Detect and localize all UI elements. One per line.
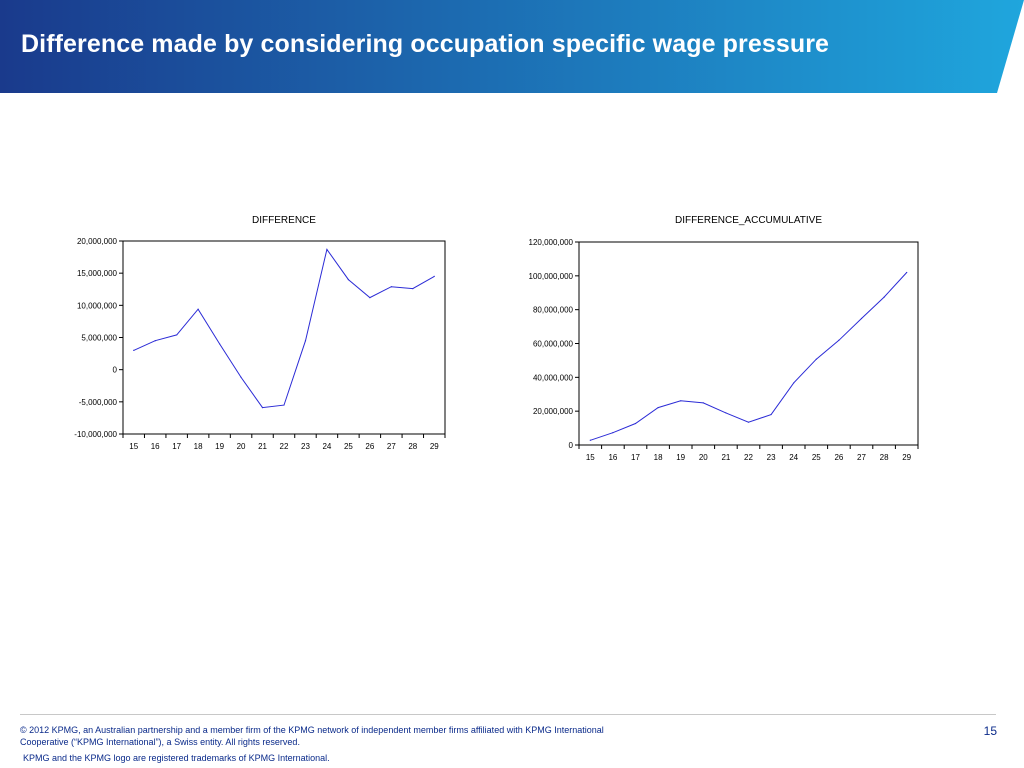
data-point bbox=[703, 402, 704, 403]
x-tick-label: 18 bbox=[653, 453, 663, 462]
x-tick-label: 19 bbox=[676, 453, 686, 462]
data-point bbox=[838, 340, 839, 341]
x-tick-label: 23 bbox=[766, 453, 776, 462]
x-tick-label: 25 bbox=[811, 453, 821, 462]
y-tick-label: 5,000,000 bbox=[81, 333, 117, 343]
x-tick-label: 27 bbox=[857, 453, 866, 462]
data-point bbox=[348, 279, 349, 280]
y-tick-label: 80,000,000 bbox=[532, 305, 573, 315]
data-point bbox=[240, 377, 241, 378]
data-point bbox=[198, 309, 199, 310]
x-tick-label: 20 bbox=[236, 442, 246, 451]
x-tick-label: 22 bbox=[744, 453, 753, 462]
footer-divider bbox=[20, 714, 996, 715]
chart-title: DIFFERENCE bbox=[252, 215, 316, 226]
data-point bbox=[816, 359, 817, 360]
page-number: 15 bbox=[983, 724, 997, 738]
y-tick-label: 20,000,000 bbox=[76, 237, 117, 246]
x-tick-label: 24 bbox=[789, 453, 799, 462]
y-tick-label: 15,000,000 bbox=[76, 269, 117, 279]
data-point bbox=[590, 440, 591, 441]
data-point bbox=[305, 340, 306, 341]
y-tick-label: 100,000,000 bbox=[528, 271, 573, 281]
x-tick-label: 23 bbox=[301, 442, 310, 451]
data-point bbox=[612, 432, 613, 433]
x-tick-label: 16 bbox=[608, 453, 618, 462]
y-tick-label: 0 bbox=[112, 365, 117, 375]
x-tick-label: 16 bbox=[150, 442, 160, 451]
x-tick-label: 27 bbox=[386, 442, 396, 451]
x-tick-label: 15 bbox=[129, 442, 139, 451]
x-tick-label: 26 bbox=[365, 442, 375, 451]
difference-chart bbox=[74, 215, 445, 451]
data-point bbox=[725, 412, 726, 413]
data-point bbox=[434, 276, 435, 277]
chart-title: DIFFERENCE_ACCUMULATIVE bbox=[674, 215, 823, 226]
data-point bbox=[391, 286, 392, 287]
data-point bbox=[412, 288, 413, 289]
footer-copyright-line-2: Cooperative (“KPMG International”), a Swiss entity. All rights reserved. bbox=[20, 737, 300, 747]
data-point bbox=[155, 340, 156, 341]
x-tick-label: 21 bbox=[258, 442, 267, 451]
y-tick-label: 20,000,000 bbox=[532, 407, 573, 417]
plot-frame bbox=[579, 242, 918, 445]
series-line bbox=[134, 249, 435, 407]
data-point bbox=[326, 249, 327, 250]
data-point bbox=[219, 343, 220, 344]
x-tick-label: 22 bbox=[279, 442, 289, 451]
data-point bbox=[771, 414, 772, 415]
x-tick-label: 15 bbox=[585, 453, 595, 462]
x-tick-label: 17 bbox=[172, 442, 182, 451]
data-point bbox=[133, 350, 134, 351]
x-tick-label: 25 bbox=[343, 442, 353, 451]
x-tick-label: 19 bbox=[215, 442, 225, 451]
difference-accumulative-chart bbox=[529, 215, 919, 462]
y-tick-label: 40,000,000 bbox=[532, 373, 573, 383]
page-title: Difference made by considering occupation specific wage pressure bbox=[21, 30, 830, 58]
x-tick-label: 29 bbox=[429, 442, 439, 451]
x-tick-label: 18 bbox=[193, 442, 203, 451]
x-tick-label: 26 bbox=[834, 453, 844, 462]
data-point bbox=[861, 318, 862, 319]
data-point bbox=[176, 334, 177, 335]
y-tick-label: 120,000,000 bbox=[528, 238, 573, 247]
x-tick-label: 28 bbox=[879, 453, 889, 462]
y-tick-label: -10,000,000 bbox=[74, 430, 117, 439]
data-point bbox=[369, 297, 370, 298]
data-point bbox=[262, 407, 263, 408]
footer-copyright-line-1: © 2012 KPMG, an Australian partnership and a member firm of the KPMG network of independent member firms affiliated with KPMG International bbox=[20, 725, 604, 735]
data-point bbox=[680, 400, 681, 401]
y-tick-label: 60,000,000 bbox=[532, 339, 573, 349]
y-tick-label: -5,000,000 bbox=[78, 397, 117, 407]
data-point bbox=[658, 407, 659, 408]
series-line bbox=[590, 273, 906, 441]
y-tick-label: 0 bbox=[568, 441, 573, 450]
data-point bbox=[283, 404, 284, 405]
x-tick-label: 29 bbox=[902, 453, 912, 462]
data-point bbox=[793, 382, 794, 383]
x-tick-label: 28 bbox=[408, 442, 418, 451]
x-tick-label: 21 bbox=[721, 453, 731, 462]
data-point bbox=[635, 423, 636, 424]
x-tick-label: 24 bbox=[322, 442, 332, 451]
footer-trademark: KPMG and the KPMG logo are registered trademarks of KPMG International. bbox=[23, 753, 330, 763]
data-point bbox=[748, 422, 749, 423]
data-point bbox=[884, 297, 885, 298]
x-tick-label: 20 bbox=[698, 453, 708, 462]
y-tick-label: 10,000,000 bbox=[76, 301, 117, 311]
x-tick-label: 17 bbox=[631, 453, 640, 462]
data-point bbox=[906, 272, 907, 273]
